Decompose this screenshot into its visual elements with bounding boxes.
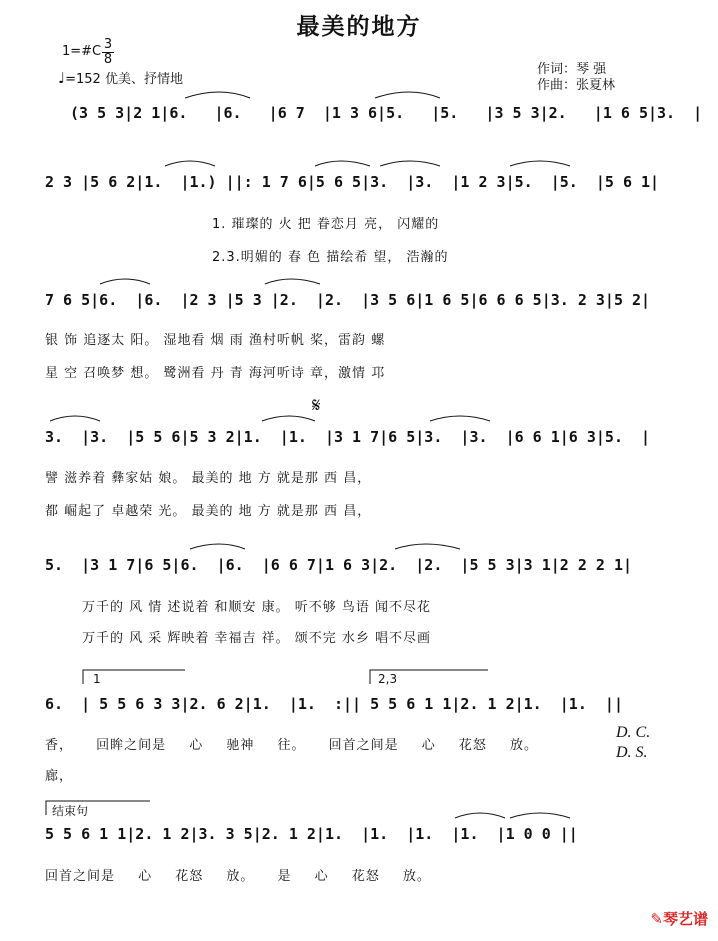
ending-label: 结束句 — [52, 804, 89, 818]
lyrics-2-verse1: 1. 璀璨的 火 把 眷恋月 亮， 闪耀的 — [212, 217, 440, 232]
volta-1-bracket — [83, 670, 185, 684]
score-line-2: 2 3 |5 6 2|1. |1.) ||: 1 7 6|5 6 5|3. |3. |1 2 3|5. |5. |5 6 1| — [45, 173, 660, 191]
volta-2-bracket — [370, 670, 488, 684]
quarter-note-icon: ♩ — [58, 69, 66, 87]
score-line-4: 3. |3. |5 5 6|5 3 2|1. |1. |3 1 7|6 5|3. |3. |6 6 1|6 3|5. | — [45, 428, 651, 446]
volta-1-label: 1 — [93, 672, 101, 686]
dc-mark: D. C. — [616, 724, 651, 741]
slur-5 — [380, 161, 440, 166]
lyrics-3-verse2: 星 空 召唤梦 想。 鹭洲看 丹 青 海河听诗 章，激情 邛 — [45, 366, 386, 381]
key-signature: 1=#C — [62, 44, 102, 59]
slur-9 — [50, 416, 100, 421]
slur-15 — [510, 813, 570, 818]
lyrics-5-verse2: 万千的 风 采 辉映着 幸福吉 祥。 颂不完 水乡 唱不尽画 — [82, 631, 432, 646]
lyrics-4-verse2: 都 崛起了 卓越荣 光。 最美的 地 方 就是那 西 昌， — [45, 504, 372, 519]
lyrics-7: 回首之间是 心 花怒 放。 是 心 花怒 放。 — [45, 869, 431, 884]
score-line-7: 5 5 6 1 1|2. 1 2|3. 3 5|2. 1 2|1. |1. |1. |1. |1 0 0 || — [45, 825, 578, 843]
tempo-value: =152 — [65, 72, 101, 87]
site-logo — [650, 908, 708, 929]
slur-1 — [185, 92, 250, 98]
score-line-1: (3 5 3|2 1|6. |6. |6 7 |1 3 6|5. |5. |3 5 3|2. |1 6 5|3. | — [70, 104, 703, 122]
logo-text: 琴艺谱 — [662, 910, 708, 928]
slur-11 — [430, 416, 490, 421]
slur-3 — [165, 161, 215, 166]
slur-12 — [190, 544, 245, 549]
ending-bracket — [46, 801, 150, 815]
slur-2 — [375, 92, 440, 98]
lyrics-4-verse1: 譬 滋养着 彝家姑 娘。 最美的 地 方 就是那 西 昌， — [45, 471, 372, 486]
slur-4 — [315, 161, 370, 166]
segno-sign: 𝄋 — [312, 393, 321, 417]
time-top: 3 — [103, 37, 113, 52]
slur-8 — [265, 279, 320, 284]
lyrics-6-verse2: 廊， — [45, 769, 74, 784]
lyrics-6-verse1: 香， 回眸之间是 心 驰神 往。 回首之间是 心 花怒 放。 — [45, 738, 539, 753]
song-title: 最美的地方 — [296, 14, 422, 40]
slur-14 — [455, 813, 505, 818]
lyrics-2-verse2: 2.3.明媚的 春 色 描绘希 望， 浩瀚的 — [212, 250, 449, 265]
slur-6 — [510, 161, 570, 166]
time-bottom: 8 — [103, 52, 113, 67]
score-line-3: 7 6 5|6. |6. |2 3 |5 3 |2. |2. |3 5 6|1 6 5|6 6 6 5|3. 2 3|5 2| — [45, 291, 651, 309]
slur-10 — [262, 416, 315, 421]
slur-7 — [100, 279, 150, 284]
expression: 优美、抒情地 — [104, 72, 183, 87]
lyrics-3-verse1: 银 饰 追逐太 阳。 湿地看 烟 雨 渔村听帆 桨，雷韵 螺 — [45, 333, 386, 348]
lyricist-credit: 作词：琴 强 — [537, 62, 607, 77]
lyrics-5-verse1: 万千的 风 情 述说着 和顺安 康。 听不够 鸟语 闻不尽花 — [82, 600, 432, 615]
volta-2-label: 2,3 — [378, 672, 398, 686]
slur-13 — [395, 544, 460, 549]
logo-icon: ✎ — [650, 910, 663, 928]
score-line-6: 6. | 5 5 6 3 3|2. 6 2|1. |1. :|| 5 5 6 1 1|2. 1 2|1. |1. || — [45, 695, 623, 713]
composer-credit: 作曲：张夏林 — [537, 78, 616, 93]
score-line-5: 5. |3 1 7|6 5|6. |6. |6 6 7|1 6 3|2. |2. |5 5 3|3 1|2 2 2 1| — [45, 556, 632, 574]
ds-mark: D. S. — [616, 744, 648, 761]
